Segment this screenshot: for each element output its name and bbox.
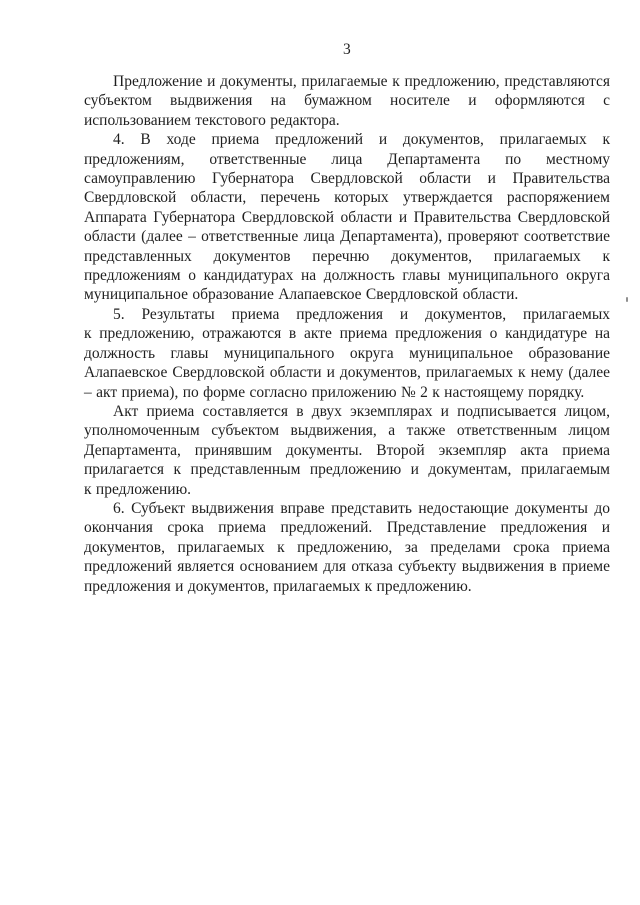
paragraph-item-6: 6. Субъект выдвижения вправе представить недостающие документы до окончания срока приема предложений. Представление предложения и документов, прилагаемых к предложению, за пределами срока приема предложений является основанием для отказа субъекту выдвижения в приеме предложения и документов, прилагаемых к предложению.: [84, 499, 610, 595]
scan-speck-artifact: [626, 297, 628, 302]
paragraph-item-5: 5. Результаты приема предложения и документов, прилагаемых к предложению, отражаются в акте приема предложения о кандидатуре на должность главы муниципального округа муниципальное образование Алапаевское Свердловской области и документов, прилагаемых к нему (далее – акт приема), по форме согласно приложению № 2 к настоящему порядку.: [84, 305, 610, 401]
paragraph-intro: Предложение и документы, прилагаемые к предложению, представляются субъектом выдвижения на бумажном носителе и оформляются с использованием текстового редактора.: [84, 73, 610, 129]
page-number: 3: [342, 41, 352, 58]
paragraph-item-4: 4. В ходе приема предложений и документов, прилагаемых к предложениям, ответственные лица Департамента по местному самоуправлению Губернатора Свердловской области и Правительства Свердловской области, перечень которых утверждается распоряжением Аппарата Губернатора Свердловской области и Правительства Свердловской области (далее – ответственные лица Департамента), проверяют соответствие представленных документов перечню документов, прилагаемых к предложениям о кандидатурах на должность главы муниципального округа муниципальное образование Алапаевское Свердловской области.: [84, 131, 610, 304]
text-block: [84, 40, 610, 596]
paragraph-act-priema: Акт приема составляется в двух экземплярах и подписывается лицом, уполномоченным субъектом выдвижения, а также ответственным лицом Департамента, принявшим документы. Второй экземпляр акта приема прилагается к представленным предложению и документам, прилагаемым к предложению.: [84, 402, 610, 498]
